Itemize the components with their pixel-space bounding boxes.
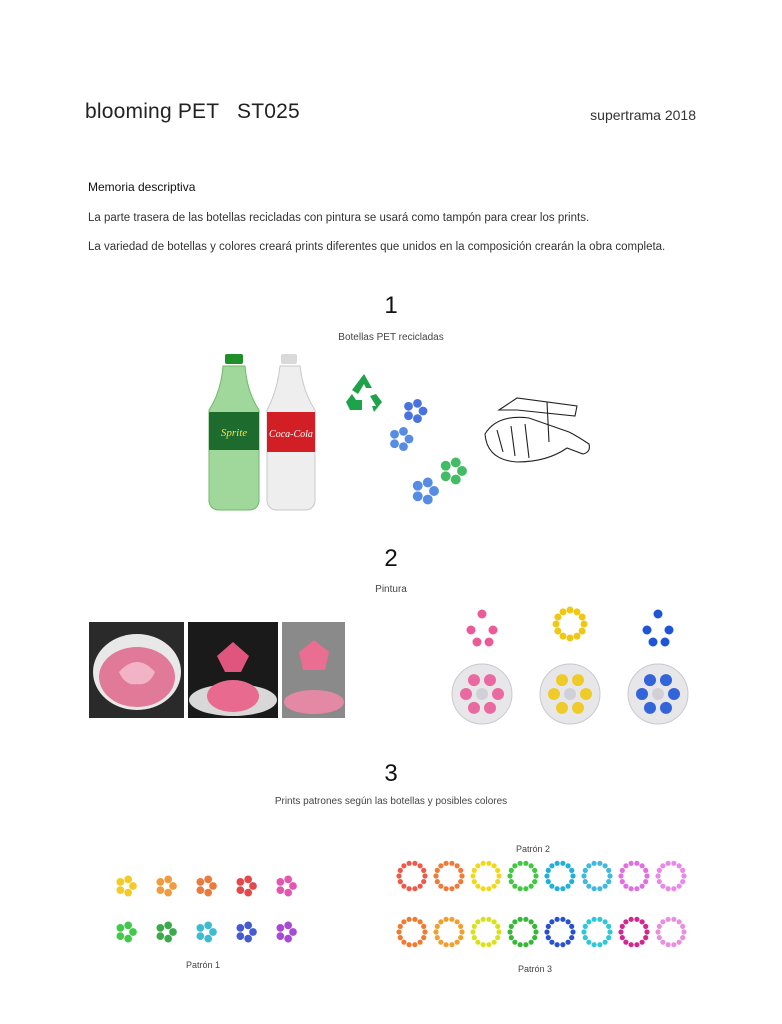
pattern-3-print: [581, 917, 612, 948]
section-2-number: 2: [384, 545, 398, 572]
pattern-1-print: [156, 875, 176, 896]
section-2-caption: Pintura: [375, 584, 407, 595]
pattern-3-prints: [392, 910, 690, 954]
pattern-1-print: [236, 875, 256, 896]
cola-label: Coca-Cola: [269, 429, 313, 440]
pattern-3-print: [544, 917, 575, 948]
section-3-caption: Prints patrones según las botellas y posibles colores: [274, 796, 508, 807]
pattern-2-print: [433, 861, 464, 892]
recycle-icon: [342, 372, 386, 414]
memoria-heading: Memoria descriptiva: [88, 180, 196, 194]
bottle-cutting-sketch: [477, 392, 595, 467]
memoria-paragraph-1: La parte trasera de las botellas recicladas con pintura se usará como tampón para crear los prints.: [88, 212, 590, 224]
pattern-1-print: [276, 921, 296, 942]
pattern-1-print: [276, 875, 296, 896]
pattern-2-print: [507, 861, 538, 892]
section-1-number: 1: [384, 292, 398, 319]
pattern-3-print: [507, 917, 538, 948]
page-title: blooming PET ST025: [85, 100, 300, 123]
paint-print: [643, 610, 674, 647]
pattern-3-print: [433, 917, 464, 948]
pattern-3-print: [396, 917, 427, 948]
paint-dipping-photos: [89, 622, 345, 718]
pattern-2-print: [396, 861, 427, 892]
green-bottle: [209, 354, 259, 510]
bottle-flowers-image: [383, 393, 473, 513]
pattern-1-prints: [112, 868, 308, 952]
blue-bottle-flower: [404, 399, 427, 423]
pattern-2-print: [581, 861, 612, 892]
pattern-1-print: [116, 921, 136, 942]
pattern-2-print: [470, 861, 501, 892]
paint-print: [553, 607, 588, 642]
pattern-3-label: Patrón 3: [518, 964, 553, 974]
pet-bottles-image: [205, 352, 320, 514]
pattern-2-print: [544, 861, 575, 892]
paint-print: [467, 610, 498, 647]
pattern-2-print: [618, 861, 649, 892]
painted-bottle-bottom: [628, 664, 688, 724]
pattern-2-prints: [392, 854, 690, 898]
painted-bottle-bottom: [452, 664, 512, 724]
pattern-1-print: [196, 921, 216, 942]
pattern-1-print: [236, 921, 256, 942]
memoria-paragraph-2: La variedad de botellas y colores creará prints diferentes que unidos en la composición crearán la obra completa.: [88, 241, 666, 253]
sprite-label: Sprite: [220, 427, 248, 439]
section-3-number: 3: [384, 760, 398, 787]
pattern-3-print: [655, 917, 686, 948]
painted-bottle-bottom: [540, 664, 600, 724]
pattern-1-print: [116, 875, 136, 896]
blue-bottle-flower: [413, 477, 439, 504]
pattern-2-print: [655, 861, 686, 892]
pattern-3-print: [470, 917, 501, 948]
pattern-2-label: Patrón 2: [516, 844, 551, 854]
cola-bottle: [267, 354, 315, 510]
blue-bottle-flower: [390, 427, 413, 451]
pattern-1-print: [156, 921, 176, 942]
pattern-1-print: [196, 875, 216, 896]
green-bottle-flower: [441, 457, 467, 484]
section-1-caption: Botellas PET recicladas: [338, 332, 444, 343]
painted-bottle-bottoms: [448, 604, 692, 728]
pattern-3-print: [618, 917, 649, 948]
brand-year: supertrama 2018: [590, 107, 696, 123]
pattern-1-label: Patrón 1: [186, 960, 221, 970]
